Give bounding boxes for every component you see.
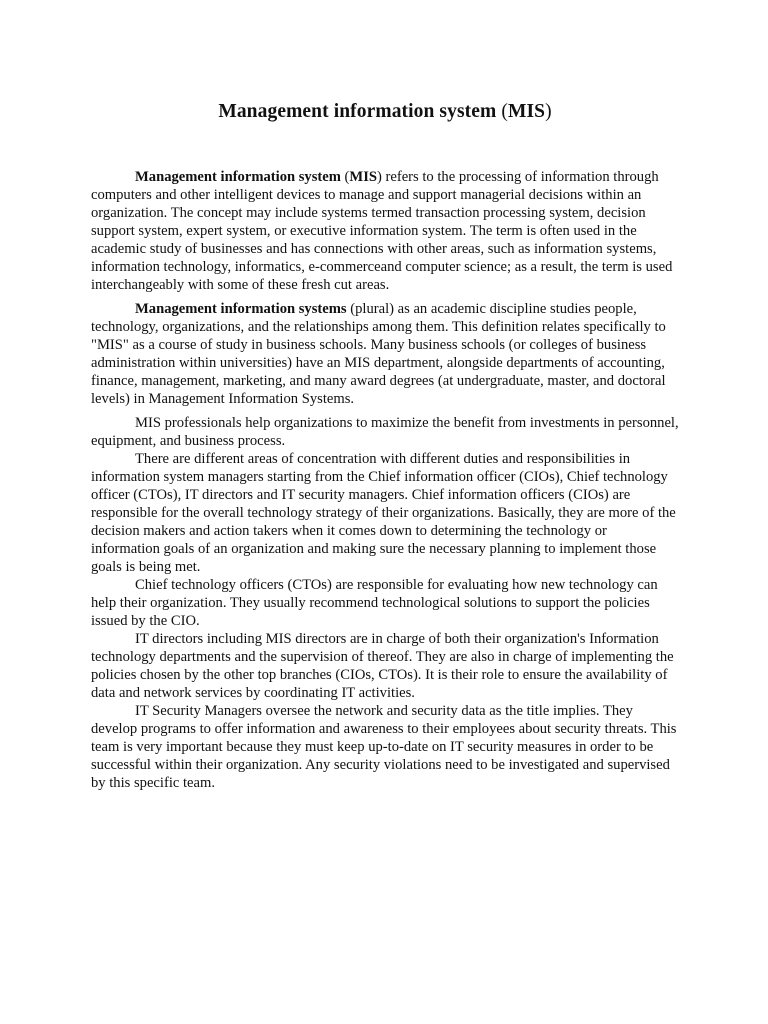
paragraph-lead-term: Management information system: [135, 169, 341, 185]
paragraph-body: MIS professionals help organizations to maximize the benefit from investments in personnel, equipment, and business process.: [91, 415, 679, 449]
paragraph-body: IT directors including MIS directors are in charge of both their organization's Information technology departments and the supervision of thereof. They are also in charge of implementing the policies chosen by the other top branches (CIOs, CTOs). It is their role to ensure the availability of data and network services by coordinating IT activities.: [91, 631, 674, 701]
paragraph-lead-abbr: MIS: [349, 169, 377, 185]
paragraph-lead-paren: (: [340, 169, 350, 185]
paragraph-body: There are different areas of concentration with different duties and responsibilities in information system managers starting from the Chief information officer (CIOs), Chief technology officer (CTOs), IT directors and IT security managers. Chief information officers (CIOs) are responsible for the overall technology strategy of their organizations. Basically, they are more of the decision makers and action takers when it comes down to determining the technology or information goals of an organization and making sure the necessary planning to implement those goals is being met.: [91, 451, 676, 575]
paragraph-mis-professionals: [91, 414, 679, 450]
title-text: Management information system: [218, 101, 497, 122]
title-paren-open: (: [496, 101, 508, 122]
title-paren-close: ): [545, 101, 552, 122]
paragraph-body: Chief technology officers (CTOs) are responsible for evaluating how new technology can help their organization. They usually recommend technological solutions to support the policies issued by the CIO.: [91, 577, 658, 629]
paragraph-body: IT Security Managers oversee the network and security data as the title implies. They develop programs to offer information and awareness to their employees about security threats. This team is very important because they must keep up-to-date on IT security measures in order to be successful within their organization. Any security violations need to be investigated and supervised by this specific team.: [91, 703, 677, 791]
paragraph-areas-of-concentration: [91, 450, 679, 576]
document-page: [91, 100, 679, 792]
paragraph-body: ) refers to the processing of information through computers and other intelligent devices to manage and support managerial decisions within an organization. The concept may include systems termed transaction processing system, decision support system, expert system, or executive information system. The term is often used in the academic study of businesses and has connections with other areas, such as information systems, information technology, informatics, e-commerceand computer science; as a result, the term is used interchangeably with some of these fresh cut areas.: [91, 169, 673, 293]
paragraph-definition: [91, 168, 679, 294]
paragraph-it-directors: [91, 630, 679, 702]
document-title: [91, 100, 679, 124]
title-abbr: MIS: [507, 101, 546, 122]
paragraph-academic-discipline: [91, 300, 679, 408]
paragraph-lead-term: Management information systems: [135, 301, 347, 317]
paragraph-body: (plural) as an academic discipline studies people, technology, organizations, and the relationships among them. This definition relates specifically to "MIS" as a course of study in business schools. Many business schools (or colleges of business administration within universities) have an MIS department, alongside departments of accounting, finance, management, marketing, and many award degrees (at undergraduate, master, and doctoral levels) in Management Information Systems.: [91, 301, 666, 407]
paragraph-cto: [91, 576, 679, 630]
paragraph-it-security-managers: [91, 702, 679, 792]
